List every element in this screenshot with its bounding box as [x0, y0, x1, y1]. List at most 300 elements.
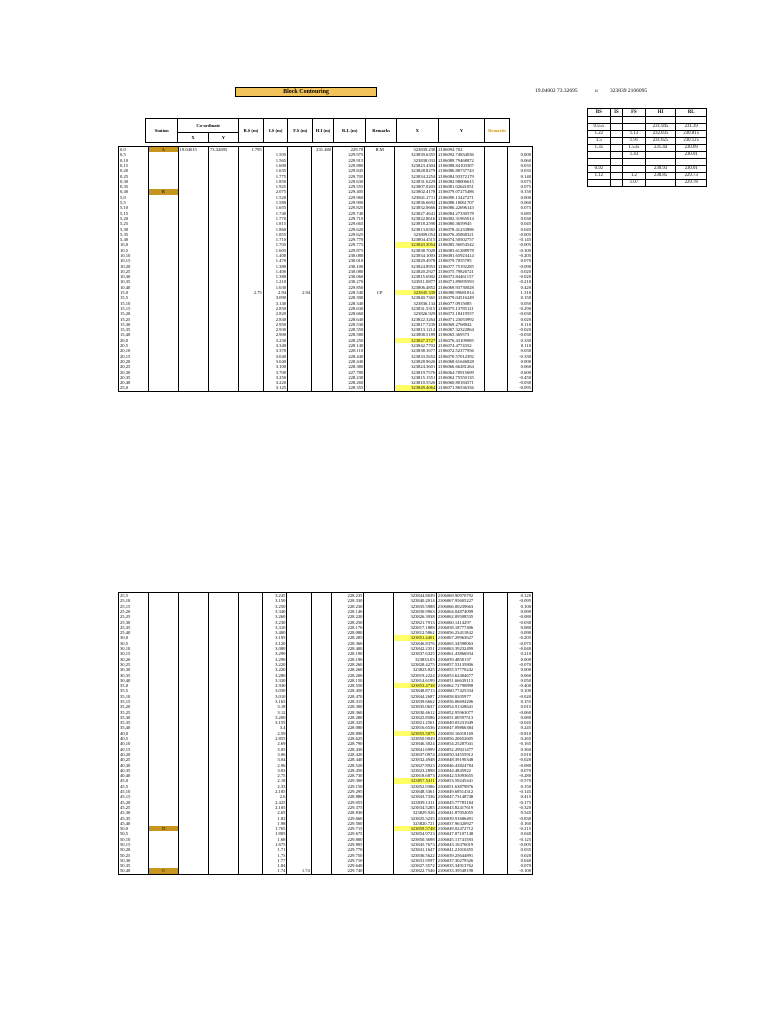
col-rl: R.L (m) [333, 119, 365, 143]
cell-station: 40,0 [119, 731, 149, 736]
cell-x: 323843.7336 [394, 794, 436, 799]
cell-y: 2106046.43824784 [436, 763, 484, 768]
cell-diff: -0.095 [508, 385, 533, 391]
cell-y: 2106067.95605227 [436, 598, 484, 603]
cell-y: 2106074.4774352 [437, 343, 484, 348]
cell-station: 40,40 [119, 773, 149, 778]
cell-diff: -0.020 [508, 694, 533, 699]
cell-rl: 229.640 [332, 863, 364, 868]
cell-y: 2106081.65923414 [437, 253, 484, 258]
cell-diff: 0.060 [508, 364, 533, 369]
cell-is: 1.740 [263, 211, 287, 216]
summary-row [588, 166, 707, 173]
cell-station: 35,5 [119, 688, 149, 693]
cell-y: 2106062.75550135 [437, 375, 484, 380]
cell-y: 2106080.3659945 [437, 221, 484, 226]
cell-y: 2106058.16018169 [436, 731, 484, 736]
summary-cell: 230.93 [645, 166, 676, 173]
cell-diff: 0.080 [508, 625, 533, 630]
cell-is: 2.94 [263, 290, 287, 295]
summary-cell [623, 159, 646, 166]
cell-rl: 229.740 [332, 868, 364, 874]
cell-x: 323820.721 [394, 821, 436, 826]
cell-x: 323827.3572 [394, 863, 436, 868]
cell-x: 323814.6199 [394, 678, 436, 683]
cell-x: 323857.5411 [394, 778, 436, 783]
summary-cell: 231.39 [676, 124, 707, 131]
cell-x: 323819.7576 [395, 369, 437, 374]
cell-x: 323828.9626 [395, 359, 437, 364]
summary-cell: 229.78 [676, 180, 707, 187]
cell-y: 2106063.39232499 [436, 646, 484, 651]
cell-is: 1.815 [263, 221, 287, 226]
cell-x: 323824.3601 [395, 364, 437, 369]
cell-station: 10,40 [119, 285, 149, 290]
cell-y: 2106053.59245441 [436, 778, 484, 783]
cell-rl: 229.960 [333, 195, 365, 200]
cell-x: 323834.1003 [395, 253, 437, 258]
cell-x: 323821.7913 [394, 619, 436, 624]
cell-x: 323841.1647 [394, 847, 436, 852]
cell-rl: 229.770 [333, 237, 365, 242]
cell-y: 2106084.93372179 [437, 173, 484, 178]
cell-diff: 0.100 [508, 604, 533, 609]
cell-rl: 228.450 [332, 768, 364, 773]
cell-station: 40,10 [119, 741, 149, 746]
cell-diff: 0.150 [508, 784, 533, 789]
cell-station: 0,30 [119, 179, 149, 184]
cell-station: 25,30 [119, 619, 149, 624]
cell-remarks: B.M [365, 147, 395, 153]
cell-is: 3.220 [262, 662, 287, 667]
cell-y: 2106089.79468872 [437, 158, 484, 163]
cell-x: 323836.5622 [394, 853, 436, 858]
cell-y: 2106079.7055785 [437, 258, 484, 263]
cell-x: 323852.9386 [394, 784, 436, 789]
cell-y: 2106065.34598063 [436, 641, 484, 646]
cell-is: 3.05 [262, 747, 287, 752]
cell-diff: 0.140 [508, 173, 533, 178]
summary-header-bs: BS [588, 109, 611, 117]
cell-station: 25,35 [119, 625, 149, 630]
cell-y: 2106064.04874099 [436, 609, 484, 614]
cell-x: 323844.2687 [394, 694, 436, 699]
cell-diff: -0.145 [508, 237, 533, 242]
cell-hi [312, 385, 333, 391]
cell-is: 3.195 [262, 635, 287, 640]
cell-is: 3.12 [262, 710, 287, 715]
cell-rl: 228.200 [332, 672, 364, 677]
cell-rl: 228.830 [332, 810, 364, 815]
cell-is: 1.600 [263, 163, 287, 168]
cell-x: 323817.7239 [395, 322, 437, 327]
cell-is: 3.080 [262, 646, 287, 651]
cell-y: 2106079.07275486 [437, 189, 484, 194]
cell-x: 323859.5748 [394, 826, 436, 831]
cell-station: 25,5 [119, 593, 149, 599]
cell-x: 323851.4401 [394, 635, 436, 640]
cell-x: 323826.929 [395, 311, 437, 316]
cell-station: 45,0 [119, 778, 149, 783]
cell-y: 2106070.57012392 [437, 354, 484, 359]
cell-y: 2106056.20652605 [436, 736, 484, 741]
summary-cell: 1.35 [588, 145, 611, 152]
cell-station: 5,25 [119, 221, 149, 226]
cell-station: 45,5 [119, 784, 149, 789]
cell-y: 2106054.25287041 [436, 741, 484, 746]
cell-rl: 228.220 [332, 614, 364, 619]
cell-is: 1.580 [263, 200, 287, 205]
summary-row [588, 124, 707, 131]
summary-cell: 1.43 [623, 152, 646, 159]
cell-rl: 228.340 [333, 301, 365, 306]
cell-is: 1.71 [262, 847, 287, 852]
cell-x: 323838.1677 [395, 348, 437, 353]
cell-is: 3.310 [262, 625, 287, 630]
cell-is: 1.400 [263, 253, 287, 258]
cell-y: 2106066.66281264 [437, 364, 484, 369]
cell-is: 1.775 [263, 173, 287, 178]
summary-row [588, 131, 707, 138]
cell-x: 323846.3024 [394, 741, 436, 746]
summary-row [588, 152, 707, 159]
col-x: X [397, 119, 439, 143]
summary-cell [623, 124, 646, 131]
cell-y: 2106044.4845922 [436, 768, 484, 773]
cell-rl: 228.260 [332, 662, 364, 667]
cell-station: 30,15 [119, 651, 149, 656]
cell-rl: 227.780 [333, 369, 365, 374]
cell-x: 323831.5315 [395, 306, 437, 311]
summary-cell: 1.2 [623, 173, 646, 180]
summary-cell [610, 173, 622, 180]
cell-y: 2106052.29921477 [436, 747, 484, 752]
summary-cell: 231.44 [645, 145, 676, 152]
cell-is: 3.245 [262, 593, 287, 599]
cell-x: 323837.0974 [394, 752, 436, 757]
cell-is: 1.635 [263, 168, 287, 173]
cell-y: 2106071.86536356 [437, 385, 484, 391]
cell-x: 323838.033 [395, 158, 437, 163]
cell-rl: 229.845 [333, 168, 365, 173]
cell-diff: 0.000 [508, 195, 533, 200]
cell-diff: 0.150 [508, 295, 533, 300]
cell-is: 1.505 [263, 152, 287, 157]
cell-y: 2106068.61646828 [437, 359, 484, 364]
cell-rl: 229.625 [333, 232, 365, 237]
cell-y: 2106056.23411842 [436, 630, 484, 635]
cell-rl: 228.420 [332, 752, 364, 757]
cell-diff: 0.010 [508, 752, 533, 757]
cell-rl: 228.360 [332, 641, 364, 646]
cell-diff: -0.030 [508, 332, 533, 337]
cell-is: 3.125 [263, 385, 287, 391]
cell-x: 323825.8586 [394, 715, 436, 720]
cell-is: 3.230 [262, 619, 287, 624]
col-coord-y: Y [208, 133, 238, 143]
summary-cell: 229.73 [676, 173, 707, 180]
cell-is: 1.77 [262, 858, 287, 863]
cell-rl: 228.140 [333, 343, 365, 348]
cell-station: 30,40 [119, 678, 149, 683]
cell-fs [288, 385, 312, 391]
cell-y: 2106058.18777406 [436, 625, 484, 630]
cell-is: 3.250 [262, 604, 287, 609]
cell-bs: 2.75 [239, 290, 263, 295]
summary-cell [645, 180, 676, 187]
cell-x: 323813.6565 [395, 226, 437, 231]
cell-diff: 0.045 [508, 226, 533, 231]
cell-station: 15,10 [119, 301, 149, 306]
cell-station: 35,20 [119, 704, 149, 709]
cell-diff: 0.060 [508, 672, 533, 677]
cell-is: 1.855 [263, 232, 287, 237]
cell-diff: 0.080 [508, 715, 533, 720]
cell-is: 3.230 [263, 338, 287, 343]
cell-x: 323830.4612 [394, 710, 436, 715]
cell-y: 2106047.09866384 [436, 725, 484, 730]
cell-rl: 229.850 [333, 285, 365, 290]
cell-y: 2106075.13785121 [437, 306, 484, 311]
cell-station: 40,20 [119, 752, 149, 757]
cell-x: 323823.4304 [395, 163, 437, 168]
cell-y: 2106073.18419557 [437, 311, 484, 316]
summary-cell [610, 145, 622, 152]
cell-rl: 228.330 [332, 598, 364, 603]
cell-rl: 228.450 [332, 688, 364, 693]
cell-y: 2106065.369573 [437, 332, 484, 337]
cell-is: 3.040 [263, 359, 287, 364]
summary-cell [610, 138, 622, 145]
cell-rl: 228.440 [333, 359, 365, 364]
cell-rl: 228.660 [333, 311, 365, 316]
cell-is: 3.18 [262, 704, 287, 709]
cell-station: 30,20 [119, 657, 149, 662]
cell-x: 323841.2711 [395, 195, 437, 200]
cell-is: 1.630 [263, 285, 287, 290]
cell-x: 323849.4064 [395, 385, 437, 391]
cell-station: 25,40 [119, 630, 149, 635]
cell-station: 25,20 [119, 609, 149, 614]
cell-y: 2106045.77783184 [436, 800, 484, 805]
cell-diff: -0.210 [508, 279, 533, 284]
cell-is: 3.090 [263, 295, 287, 300]
summary-cell [588, 117, 611, 124]
cell-diff: 0.075 [508, 179, 533, 184]
cell-is: 2.930 [263, 327, 287, 332]
cell-y: 2106077.75192285 [437, 264, 484, 269]
cell-x: 323834.5285 [394, 805, 436, 810]
cell-diff: -0.570 [508, 778, 533, 783]
cell-x: 323831.9597 [394, 858, 436, 863]
cell-remarks [365, 385, 395, 391]
levels-header [145, 118, 510, 143]
cell-y: 2106081.02641051 [437, 184, 484, 189]
cell-station: 0,35 [119, 184, 149, 189]
cell-rl: 228.390 [333, 295, 365, 300]
cell-y: 2106076.43109085 [437, 338, 484, 343]
cell-is: 3.4 [262, 725, 287, 730]
cell-diff: 0.155 [508, 699, 533, 704]
cell-rl: 228.890 [332, 731, 364, 736]
cell-rl: 228.260 [333, 380, 365, 385]
cell-rl: 229.900 [333, 200, 365, 205]
cell-y: 2106043.82417619 [436, 805, 484, 810]
cell-y: 2106067.32322864 [437, 327, 484, 332]
cell-x: 323824.8953 [395, 264, 437, 269]
cell-x: 323831.6229 [395, 179, 437, 184]
cell-station: 15,30 [119, 322, 149, 327]
cell-is: 3.150 [262, 598, 287, 603]
cell-station: 10,20 [119, 264, 149, 269]
cell-y: 2106062.72790898 [436, 683, 484, 688]
cell-y: 2106041.87052055 [436, 810, 484, 815]
cell-hi: 231.480 [312, 147, 333, 153]
cell-y: 2106055.57770242 [436, 667, 484, 672]
cell-station: 45,15 [119, 794, 149, 799]
summary-cell: 230.01 [676, 166, 707, 173]
cell-rl: 229.975 [333, 152, 365, 157]
cell-is: 2.900 [263, 332, 287, 337]
cell-hi [311, 868, 331, 874]
cell-rl: 228.630 [333, 306, 365, 311]
cell-y: 2106082.31965014 [437, 216, 484, 221]
cell-diff: 0.070 [508, 258, 533, 263]
col-coord-x: X [178, 133, 208, 143]
cell-station: 40,25 [119, 757, 149, 762]
cell-rl: 228.540 [333, 290, 365, 295]
cell-x: 323822.7546 [394, 868, 436, 874]
cell-x: 323817.1888 [394, 625, 436, 630]
levels-table-bottom [118, 592, 533, 875]
cell-x: 323829.4978 [395, 258, 437, 263]
cell-rl: 228.360 [332, 710, 364, 715]
summary-header-row [588, 109, 707, 117]
cell-coord-y [209, 868, 239, 874]
cell-diff: 0.090 [508, 609, 533, 614]
cell-rl: 230.060 [333, 274, 365, 279]
cell-station: 40,5 [119, 736, 149, 741]
cell-x: 323853.4738 [394, 683, 436, 688]
cell-station: 0,15 [119, 163, 149, 168]
cell-rl: 229.630 [333, 179, 365, 184]
summary-cell: 1.5 [588, 138, 611, 145]
cell-y: 2106041.21010455 [436, 847, 484, 852]
cell-station: 45,40 [119, 821, 149, 826]
cell-y: 2106037.30279326 [436, 858, 484, 863]
cell-station: 25,10 [119, 598, 149, 603]
col-coordinate: Co-ordinate [178, 119, 239, 133]
cell-rl: 228.325 [332, 720, 364, 725]
cell-is: 1.380 [263, 274, 287, 279]
cell-y: 2106067.29963627 [436, 635, 484, 640]
cell-y: 2106035.34913762 [436, 863, 484, 868]
cell-station: 35,0 [119, 683, 149, 688]
col-fs: F.S (m) [288, 119, 313, 143]
cell-is: 3.03 [262, 768, 287, 773]
cell-x: 323839.238 [395, 147, 437, 153]
cell-y: 2106053.62404677 [436, 672, 484, 677]
summary-cell: 230.85 [645, 173, 676, 180]
cell-station: 15,0 [119, 290, 149, 295]
cell-is: 3.250 [263, 375, 287, 380]
cell-x: 323825.3235 [394, 815, 436, 820]
cell-is: 3.400 [262, 630, 287, 635]
cell-diff: 0.360 [508, 747, 533, 752]
cell-y: 2106086.88737743 [437, 168, 484, 173]
summary-header-is: IS [610, 109, 622, 117]
cell-station: 5,40 [119, 237, 149, 242]
cell-station: 45,10 [119, 789, 149, 794]
cell-rl: 228.880 [332, 794, 364, 799]
cell-y: 2106074.50502757 [437, 237, 484, 242]
cell-diff: -0.005 [508, 842, 533, 847]
cell-diff: 0.050 [508, 301, 533, 306]
cell-rl: 228.530 [333, 322, 365, 327]
cell-rl: 230.100 [333, 264, 365, 269]
cell-diff: -0.080 [508, 763, 533, 768]
cell-diff: 0.000 [508, 152, 533, 157]
cell-is: 1.605 [263, 248, 287, 253]
cell-rl: 229.150 [332, 784, 364, 789]
cell-is: 1.710 [263, 237, 287, 242]
cell-y: 2106069.2768842 [437, 322, 484, 327]
cell-x: 323848.3361 [394, 789, 436, 794]
cell-is: 3.260 [262, 614, 287, 619]
cell-is: 3.280 [262, 672, 287, 677]
cell-x: 323846.8376 [394, 641, 436, 646]
cell-is: 2.425 [262, 800, 287, 805]
cell-y: 2106049.02472712 [436, 826, 484, 831]
cell-rl: 228.285 [332, 635, 364, 640]
cell-station: 20,0 [119, 338, 149, 343]
summary-cell [610, 117, 622, 124]
cell-is: 2.69 [262, 741, 287, 746]
cell-rl: 229.405 [333, 189, 365, 194]
summary-cell [645, 152, 676, 159]
cell-x: 323838.7028 [395, 248, 437, 253]
cell-rl: 228.230 [332, 604, 364, 609]
cell-station: 45,35 [119, 815, 149, 820]
cell-x: 323833.5652 [395, 354, 437, 359]
cell-station: 20,30 [119, 369, 149, 374]
cell-station: 25,25 [119, 614, 149, 619]
cell-is: 2.950 [263, 322, 287, 327]
cell-x: 323855.5075 [394, 731, 436, 736]
cell-is: 3.340 [262, 609, 287, 614]
summary-row [588, 173, 707, 180]
cell-x: 323813.1214 [395, 327, 437, 332]
cell-diff: -0.830 [508, 815, 533, 820]
cell-diff: -0.075 [508, 641, 533, 646]
cell-is: 1.84 [262, 863, 287, 868]
cell-rl: 229.055 [332, 800, 364, 805]
cell-coord-x [178, 385, 208, 391]
cell-station: 20,15 [119, 354, 149, 359]
summary-cell [588, 159, 611, 166]
summary-cell: 1.535 [623, 145, 646, 152]
cell-diff: 0.075 [508, 205, 533, 210]
cell-y: 2106086.22696143 [437, 205, 484, 210]
cell-rl: 228.110 [333, 348, 365, 353]
cell-diff: 0.330 [508, 338, 533, 343]
cell-is: 1.705 [263, 242, 287, 247]
cell-x: 323819.2224 [394, 672, 436, 677]
cell-y: 2106088.18061707 [437, 200, 484, 205]
cell-diff: -0.125 [508, 837, 533, 842]
cell-bs: 1.795 [239, 147, 263, 153]
cell-is: 2.820 [263, 311, 287, 316]
